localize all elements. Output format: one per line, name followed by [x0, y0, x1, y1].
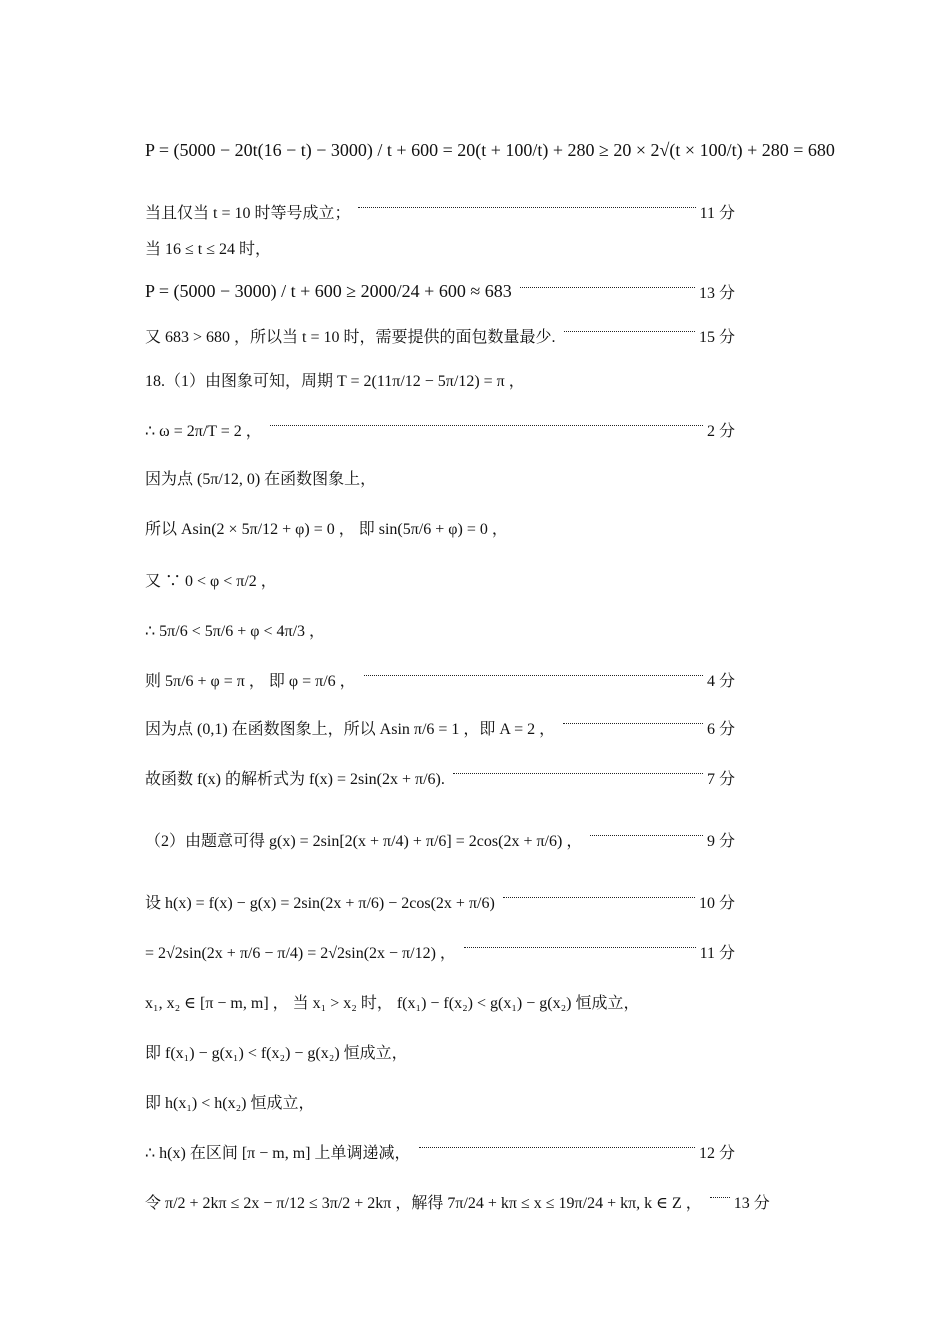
- line-22: [145, 1190, 770, 1213]
- score: 9 分: [706, 833, 735, 850]
- line-5: [145, 324, 735, 347]
- line-text: ∴ ω = 2π/T = 2 ，: [145, 423, 262, 440]
- line-text: 即 h(x₁) < h(x₂) 恒成立，: [145, 1095, 315, 1112]
- line-text: 又 683 > 680 ，所以当 t = 10 时，需要提供的面包数量最少.: [145, 329, 556, 346]
- score: 13 分: [698, 285, 735, 302]
- line-text: x₁, x₂ ∈ [π − m, m] ， 当 x₁ > x₂ 时， f(x₁) − f(x₂) < g(x₁) − g(x₂) 恒成立，: [145, 995, 640, 1012]
- leader-dots: [710, 1197, 730, 1198]
- line-12: [145, 668, 735, 691]
- line-text: 所以 Asin(2 × 5π/12 + φ) = 0 ， 即 sin(5π/6 + φ) = 0 ，: [145, 521, 508, 538]
- line-14: [145, 766, 735, 789]
- score: 2 分: [706, 423, 735, 440]
- formula-line-4: [145, 280, 735, 303]
- line-text: P = (5000 − 3000) / t + 600 ≥ 2000/24 + 600 ≈ 683: [145, 281, 512, 301]
- score: 15 分: [698, 329, 735, 346]
- line-text: （2）由题意可得 g(x) = 2sin[2(x + π/4) + π/6] = 2cos(2x + π/6) ，: [145, 833, 583, 850]
- line-text: 因为点 (0,1) 在函数图象上，所以 Asin π/6 = 1 ，即 A = 2 ，: [145, 721, 556, 738]
- line-text: 设 h(x) = f(x) − g(x) = 2sin(2x + π/6) − 2cos(2x + π/6): [145, 895, 495, 912]
- line-11: [145, 618, 735, 641]
- score: 10 分: [698, 895, 735, 912]
- leader-dots: [503, 897, 695, 898]
- line-21: [145, 1140, 735, 1163]
- line-9: [145, 516, 735, 539]
- line-text: 当且仅当 t = 10 时等号成立；: [145, 205, 351, 222]
- line-13: [145, 716, 735, 739]
- line-15: [145, 828, 735, 851]
- line-7: [145, 418, 735, 441]
- score: 7 分: [706, 771, 735, 788]
- line-3: [145, 236, 735, 259]
- line-6: [145, 368, 735, 391]
- line-text: 18.（1）由图象可知，周期 T = 2(11π/12 − 5π/12) = π ，: [145, 373, 525, 390]
- leader-dots: [419, 1147, 695, 1148]
- line-17: [145, 940, 735, 963]
- score: 13 分: [733, 1195, 770, 1212]
- leader-dots: [464, 947, 696, 948]
- line-text: 当 16 ≤ t ≤ 24 时，: [145, 241, 272, 258]
- line-text: 又 ∵ 0 < φ < π/2 ，: [145, 573, 277, 590]
- line-text: = 2√2sin(2x + π/6 − π/4) = 2√2sin(2x − π/12) ，: [145, 945, 456, 962]
- leader-dots: [364, 675, 703, 676]
- leader-dots: [520, 287, 695, 288]
- leader-dots: [564, 331, 695, 332]
- line-16: [145, 890, 735, 913]
- line-text: P = (5000 − 20t(16 − t) − 3000) / t + 600 = 20(t + 100/t) + 280 ≥ 20 × 2√(t × 100/t) + 280 = 680: [145, 140, 835, 160]
- score: 12 分: [698, 1145, 735, 1162]
- line-8: [145, 466, 735, 489]
- line-19: [145, 1040, 735, 1063]
- line-text: 故函数 f(x) 的解析式为 f(x) = 2sin(2x + π/6).: [145, 771, 445, 788]
- score: 6 分: [706, 721, 735, 738]
- line-18: [145, 990, 735, 1013]
- line-10: [145, 568, 735, 591]
- leader-dots: [453, 773, 703, 774]
- score: 4 分: [706, 673, 735, 690]
- line-text: 即 f(x₁) − g(x₁) < f(x₂) − g(x₂) 恒成立，: [145, 1045, 408, 1062]
- leader-dots: [590, 835, 703, 836]
- score: 11 分: [699, 945, 735, 962]
- line-text: 令 π/2 + 2kπ ≤ 2x − π/12 ≤ 3π/2 + 2kπ ，解得 7π/24 + kπ ≤ x ≤ 19π/24 + kπ, k ∈ Z ，: [145, 1195, 702, 1212]
- line-text: 因为点 (5π/12, 0) 在函数图象上，: [145, 471, 377, 488]
- leader-dots: [358, 207, 695, 208]
- line-2: [145, 200, 735, 223]
- formula-line-1: [145, 140, 835, 161]
- line-20: [145, 1090, 735, 1113]
- leader-dots: [563, 723, 703, 724]
- leader-dots: [270, 425, 703, 426]
- line-text: ∴ 5π/6 < 5π/6 + φ < 4π/3 ，: [145, 623, 326, 640]
- line-text: ∴ h(x) 在区间 [π − m, m] 上单调递减，: [145, 1145, 411, 1162]
- line-text: 则 5π/6 + φ = π ， 即 φ = π/6 ，: [145, 673, 356, 690]
- score: 11 分: [699, 205, 735, 222]
